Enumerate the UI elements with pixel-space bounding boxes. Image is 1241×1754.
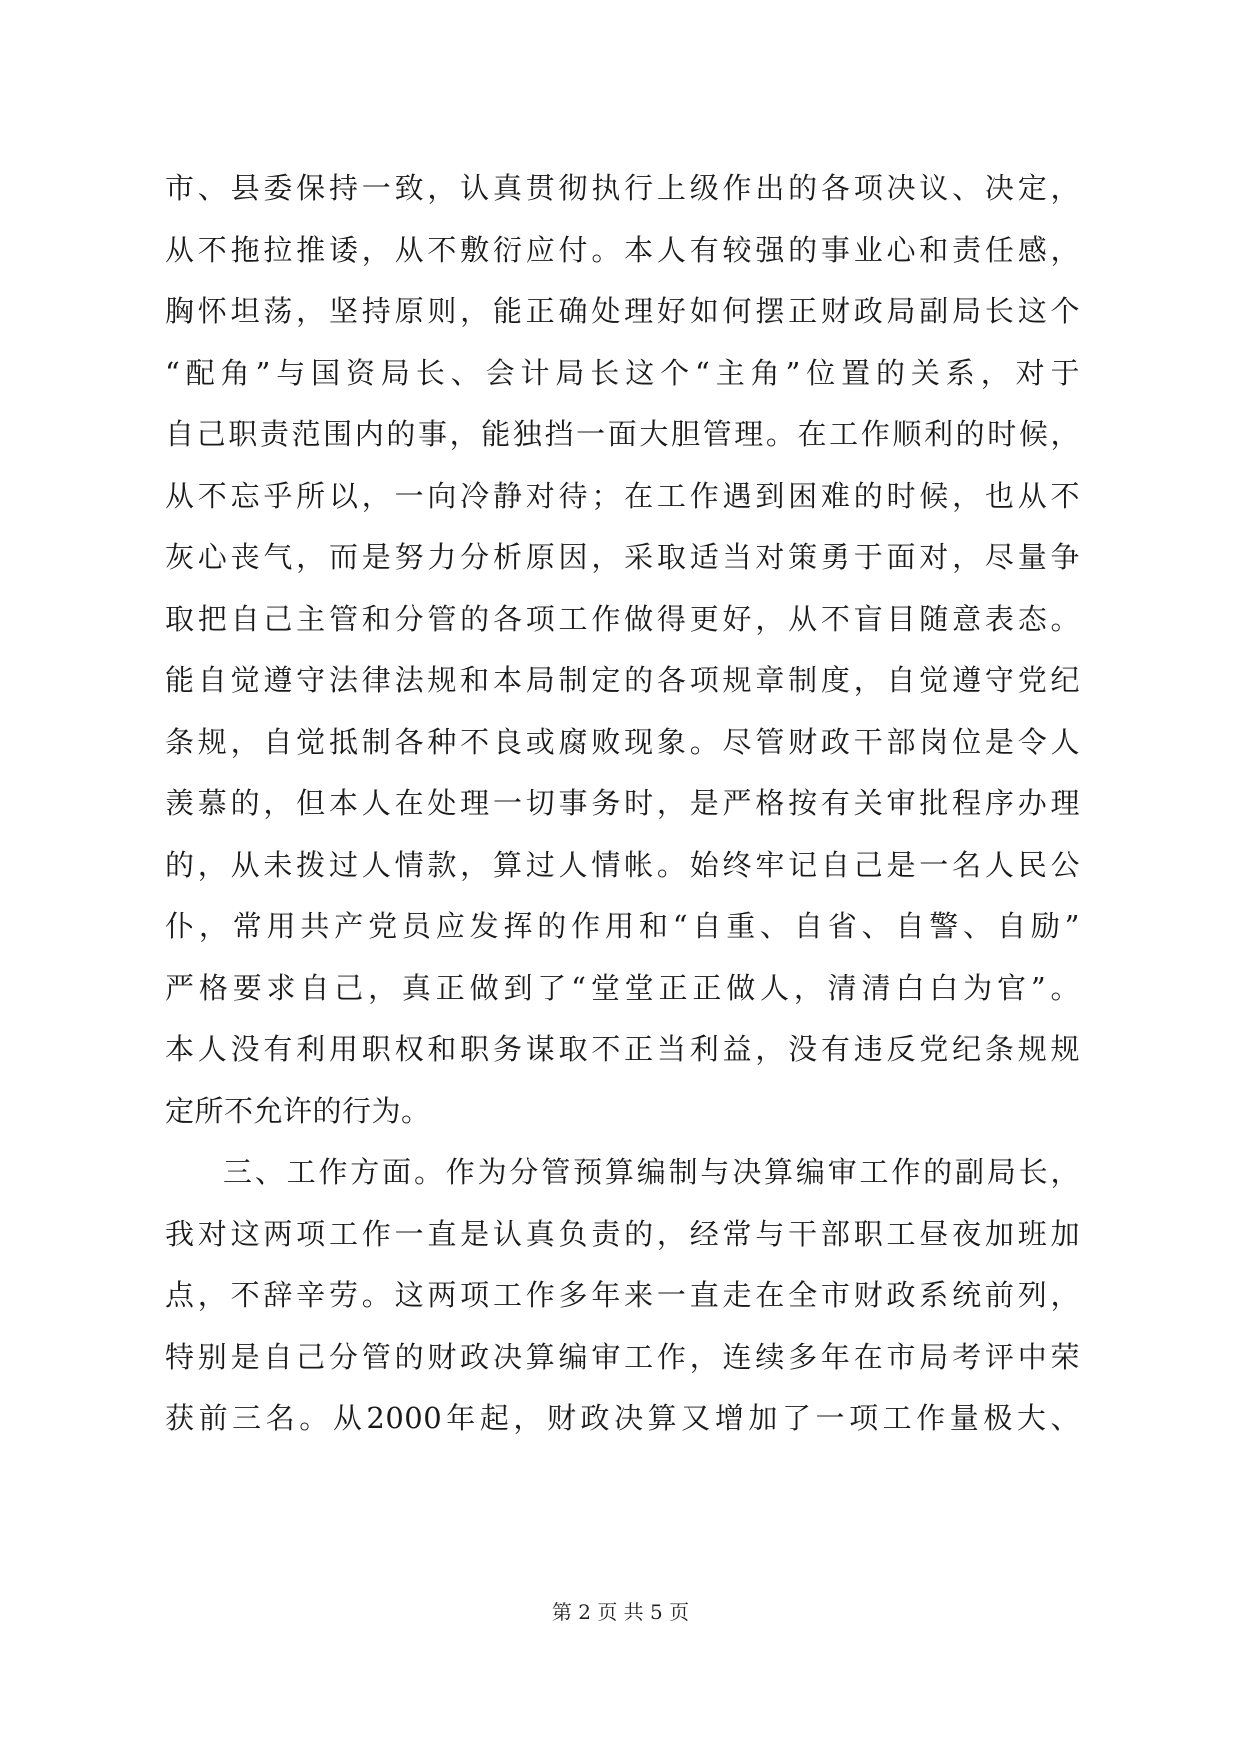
text-line-11: 羡慕的，但本人在处理一切事务时，是严格按有关审批程序办理 [165, 786, 1080, 820]
text-line-18: 我对这两项工作一直是认真负责的，经常与干部职工昼夜加班加 [165, 1216, 1080, 1251]
text-line-7: 灰心丧气，而是努力分析原因，采取适当对策勇于面对，尽量争 [165, 540, 1080, 574]
text-line-1: 市、县委保持一致，认真贯彻执行上级作出的各项决议、决定， [165, 171, 1080, 205]
text-line-19: 点，不辞辛劳。这两项工作多年来一直走在全市财政系统前列， [165, 1278, 1080, 1312]
text-line-20: 特别是自己分管的财政决算编审工作，连续多年在市局考评中荣 [165, 1339, 1080, 1374]
text-line-14: 严格要求自己，真正做到了“堂堂正正做人，清清白白为官”。 [165, 970, 1080, 1005]
text-line-15: 本人没有利用职权和职务谋取不正当利益，没有违反党纪条规规 [165, 1032, 1080, 1066]
text-line-5: 自己职责范围内的事，能独挡一面大胆管理。在工作顺利的时候， [165, 417, 1080, 451]
text-line-12: 的，从未拨过人情款，算过人情帐。始终牢记自己是一名人民公 [165, 847, 1080, 882]
text-line-10: 条规，自觉抵制各种不良或腐败现象。尽管财政干部岗位是令人 [165, 724, 1080, 759]
text-line-9: 能自觉遵守法律法规和本局制定的各项规章制度，自觉遵守党纪 [165, 663, 1080, 697]
text-line-8: 取把自己主管和分管的各项工作做得更好，从不盲目随意表态。 [165, 601, 1080, 636]
text-line-6: 从不忘乎所以，一向冷静对待；在工作遇到困难的时候，也从不 [165, 478, 1080, 513]
section-heading-line: 三、工作方面。作为分管预算编制与决算编审工作的副局长， [223, 1155, 1080, 1189]
text-line-2: 从不拖拉推诿，从不敷衍应付。本人有较强的事业心和责任感， [165, 232, 1080, 267]
text-line-4: “配角”与国资局长、会计局长这个“主角”位置的关系，对于 [165, 355, 1080, 390]
body-text [165, 158, 1080, 1450]
text-line-3: 胸怀坦荡，坚持原则，能正确处理好如何摆正财政局副局长这个 [165, 294, 1080, 328]
text-line-16: 定所不允许的行为。 [165, 1093, 431, 1128]
text-line-13: 仆，常用共产党员应发挥的作用和“自重、自省、自警、自励” [165, 909, 1080, 943]
text-line-21: 获前三名。从2000年起，财政决算又增加了一项工作量极大、 [165, 1401, 1080, 1435]
page-number-footer: 第 2 页 共 5 页 [551, 1600, 690, 1624]
